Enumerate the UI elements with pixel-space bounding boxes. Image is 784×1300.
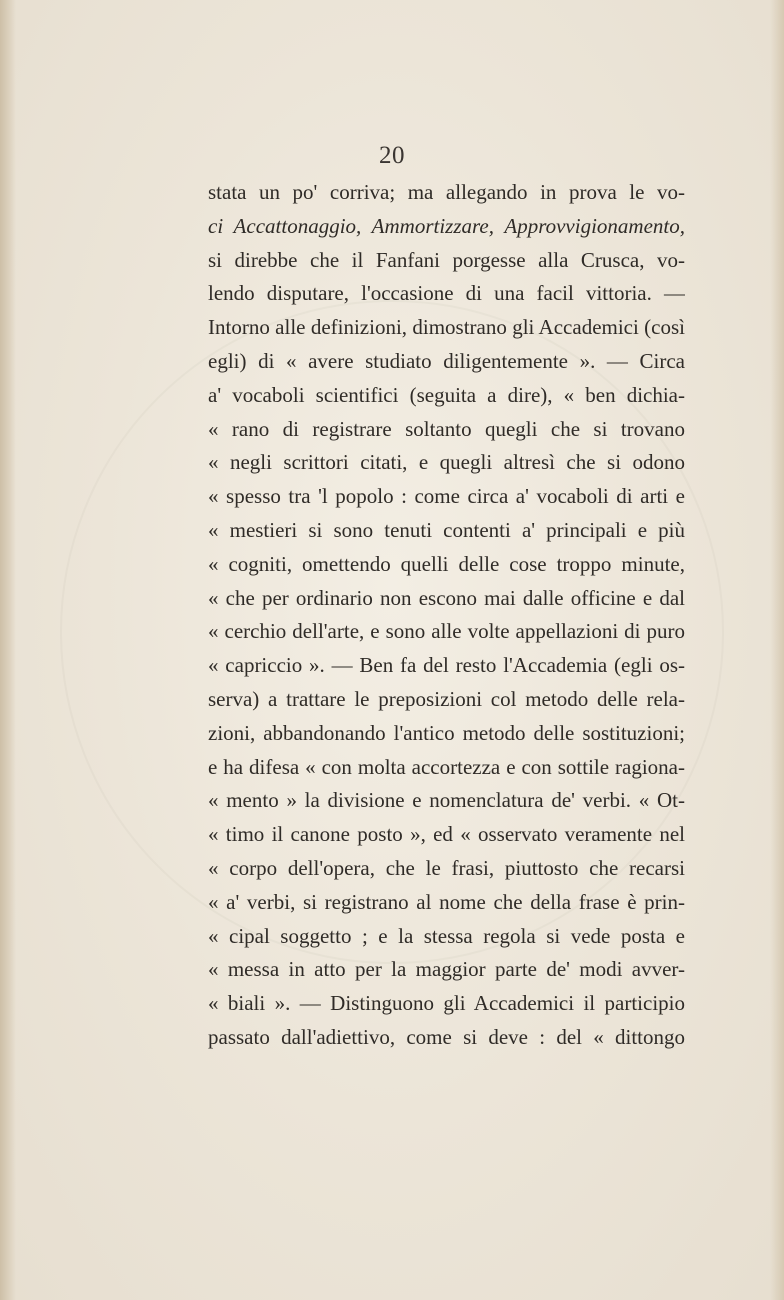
text-line: « biali ». — Distinguono gli Accademici il participio [208,991,685,1016]
text-line: « messa in atto per la maggior parte de' modi avver- [208,957,685,982]
page-right-edge [770,0,784,1300]
text-line: « corpo dell'opera, che le frasi, piuttosto che recarsi [208,855,685,880]
text-line: lendo disputare, l'occasione di una facil vittoria. — [208,281,685,306]
text-line: « mestieri si sono tenuti contenti a' principali e più [208,517,685,542]
text-line: « mento » la divisione e nomenclatura de' verbi. « Ot- [208,788,685,813]
text-line: a' vocaboli scientifici (seguita a dire), « ben dichia- [208,382,685,407]
page-left-edge [0,0,16,1300]
text-line: « cogniti, omettendo quelli delle cose troppo minute, [208,551,685,576]
text-line: e ha difesa « con molta accortezza e con sottile ragiona- [208,754,685,779]
text-line: ci Accattonaggio, Ammortizzare, Approvvigionamento, [208,213,685,238]
text-line: Intorno alle definizioni, dimostrano gli Accademici (così [208,315,685,340]
text-line: « capriccio ». — Ben fa del resto l'Accademia (egli os- [208,653,685,678]
text-line: serva) a trattare le preposizioni col metodo delle rela- [208,686,685,711]
text-line: passato dall'adiettivo, come si deve : del « dittongo [208,1024,685,1049]
text-line: zioni, abbandonando l'antico metodo delle sostituzioni; [208,720,685,745]
text-line: « spesso tra 'l popolo : come circa a' vocaboli di arti e [208,484,685,509]
text-line: « rano di registrare soltanto quegli che si trovano [208,416,685,441]
text-line: si direbbe che il Fanfani porgesse alla Crusca, vo- [208,247,685,272]
page-number: 20 [379,142,405,169]
text-line: « negli scrittori citati, e quegli altresì che si odono [208,450,685,475]
text-line: egli) di « avere studiato diligentemente ». — Circa [208,348,685,373]
text-line: stata un po' corriva; ma allegando in prova le vo- [208,180,685,204]
text-line: « timo il canone posto », ed « osservato veramente nel [208,822,685,847]
text-line: « che per ordinario non escono mai dalle officine e dal [208,585,685,610]
text-line: « a' verbi, si registrano al nome che della frase è prin- [208,889,685,914]
text-line: « cipal soggetto ; e la stessa regola si vede posta e [208,923,685,948]
text-line: « cerchio dell'arte, e sono alle volte appellazioni di puro [208,619,685,644]
body-text [208,176,685,1055]
